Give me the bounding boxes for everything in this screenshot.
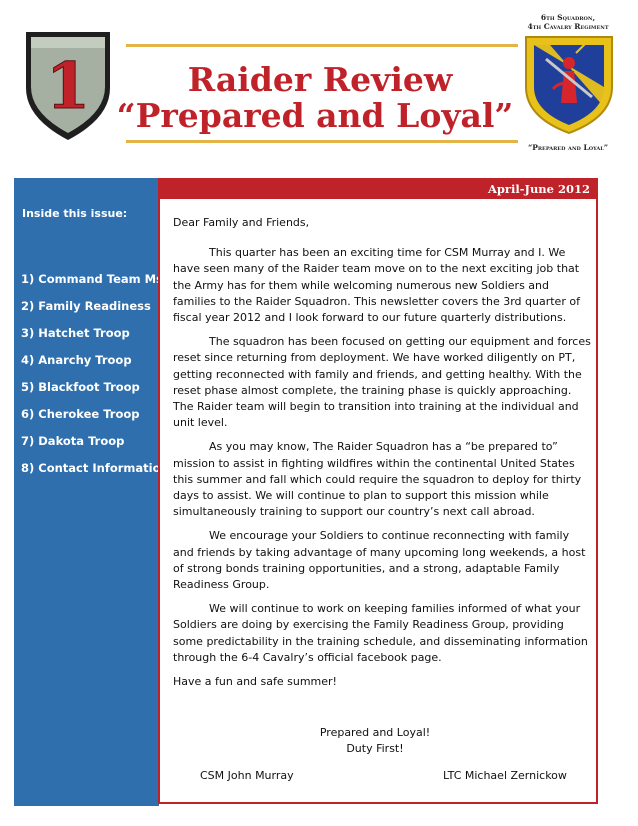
crest-unit-name: 6th Squadron, 4th Cavalry Regiment bbox=[527, 13, 609, 31]
cavalry-crest bbox=[520, 33, 618, 137]
closing-motto: Prepared and Loyal! bbox=[319, 726, 431, 739]
signer-csm: CSM John Murray bbox=[200, 769, 294, 782]
closing-division-motto: Duty First! bbox=[346, 742, 404, 755]
letter-closing bbox=[300, 725, 450, 757]
issue-date: April-June 2012 bbox=[487, 182, 590, 196]
letter-paragraph: As you may know, The Raider Squadron has a “be prepared to” mission to assist in fighting wildfires within the continental United States this summer and fall which could require the squadron to deploy for thirty days to assist. We will continue to plan to support this mission while simultaneously training to support our country’s next call abroad. bbox=[173, 440, 582, 519]
letter-paragraph: We will continue to work on keeping families informed of what your Soldiers are doing by exercising the Family Readiness Group, providing some predictability in the training schedule, and disseminating information through the 6-4 Cavalry’s official facebook page. bbox=[173, 602, 588, 664]
toc-item-command-team: 1) Command Team Msg bbox=[21, 272, 172, 286]
newsletter-title: Raider Review bbox=[187, 60, 453, 99]
letter-paragraph: We encourage your Soldiers to continue reconnecting with family and friends by taking advantage of many upcoming long weekends, a host of strong bonds training opportunities, and a strong, adaptable Family Readiness Group. bbox=[173, 529, 586, 592]
svg-text:1: 1 bbox=[45, 49, 91, 124]
toc-item-hatchet-troop: 3) Hatchet Troop bbox=[21, 326, 130, 340]
table-of-contents-sidebar bbox=[14, 178, 172, 806]
toc-item-contact-information: 8) Contact Information bbox=[21, 461, 169, 475]
toc-heading: Inside this issue: bbox=[22, 207, 128, 220]
letter-salutation: Dear Family and Friends, bbox=[173, 216, 310, 229]
signer-ltc: LTC Michael Zernickow bbox=[443, 769, 567, 782]
letter-paragraph: This quarter has been an exciting time for CSM Murray and I. We have seen many of the Raider team move on to the next exciting job that the Army has for them while welcoming numerous new Soldiers and families to the Raider Squadron. This newsletter covers the 3rd quarter of fiscal year 2012 and I look forward to our future quarterly distributions. bbox=[173, 246, 580, 325]
letter-sign-off: Have a fun and safe summer! bbox=[173, 675, 337, 689]
issue-date-bar bbox=[160, 180, 596, 199]
header-bottom-rule bbox=[126, 140, 518, 143]
toc-item-cherokee-troop: 6) Cherokee Troop bbox=[21, 407, 140, 421]
command-team-letter bbox=[173, 215, 591, 698]
letter-paragraph: The squadron has been focused on getting our equipment and forces reset since returning from deployment. We have worked diligently on PT, getting reconnected with family and friends, and getting healthy. With the reset phase almost complete, the training phase is quickly approaching. The Raider team will begin to transition into training at the individual and unit level. bbox=[173, 335, 591, 430]
shield-icon bbox=[22, 28, 114, 144]
crest-shield-icon bbox=[520, 33, 618, 137]
toc-list bbox=[21, 272, 171, 488]
toc-item-family-readiness: 2) Family Readiness bbox=[21, 299, 151, 313]
toc-item-anarchy-troop: 4) Anarchy Troop bbox=[21, 353, 132, 367]
first-infantry-division-patch bbox=[22, 28, 114, 144]
crest-motto: “Prepared and Loyal” bbox=[527, 143, 609, 152]
toc-item-dakota-troop: 7) Dakota Troop bbox=[21, 434, 125, 448]
header-top-rule bbox=[126, 44, 518, 47]
toc-item-blackfoot-troop: 5) Blackfoot Troop bbox=[21, 380, 140, 394]
newsletter-motto: “Prepared and Loyal” bbox=[116, 96, 514, 135]
